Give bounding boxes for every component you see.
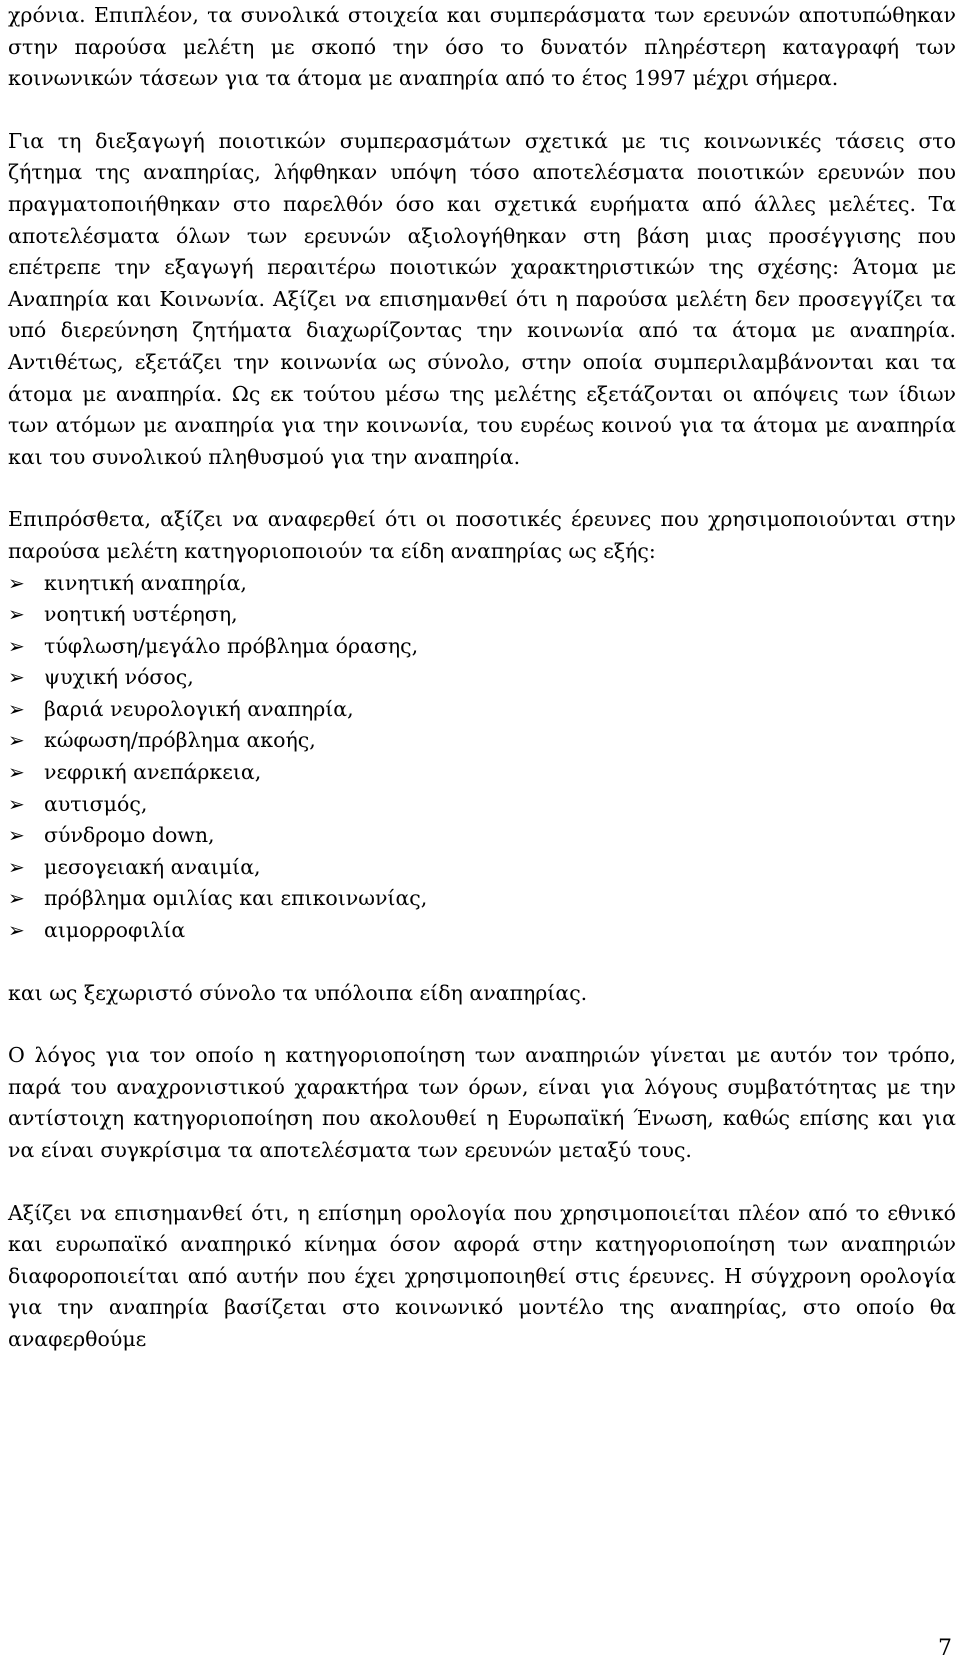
disability-list-item (8, 568, 956, 600)
disability-list-item (8, 915, 956, 947)
paragraph-disability-categories-intro: Επιπρόσθετα, αξίζει να αναφερθεί ότι οι ποσοτικές έρευνες που χρησιμοποιούνται στην παρούσα μελέτη κατηγοριοποιούν τα είδη αναπηρίας ως εξής: (8, 507, 956, 563)
disability-list-item-label: αυτισμός, (44, 791, 148, 816)
disability-list-item (8, 852, 956, 884)
disability-list-item (8, 662, 956, 694)
disability-list-item-label: αιμορροφιλία (44, 918, 186, 943)
arrow-bullet-icon: ➢ (8, 791, 25, 816)
document-page (8, 0, 956, 1356)
arrow-bullet-icon: ➢ (8, 602, 25, 627)
disability-list-item-label: βαριά νευρολογική αναπηρία, (44, 696, 354, 721)
arrow-bullet-icon: ➢ (8, 570, 25, 595)
arrow-bullet-icon: ➢ (8, 665, 25, 690)
paragraph-terminology: Αξίζει να επισημανθεί ότι, η επίσημη ορολογία που χρησιμοποιείται πλέον από το εθνικό και ευρωπαϊκό αναπηρικό κίνημα όσον αφορά στην κατηγοριοποίηση των αναπηριών διαφοροποιείται από αυτήν που έχει χρησιμοποιηθεί στις έρευνες. Η σύγχρονη ορολογία για την αναπηρία βασίζεται στο κοινωνικό μοντέλο της αναπηρίας, στο οποίο θα αναφερθούμε (8, 1200, 956, 1351)
disability-list-item (8, 757, 956, 789)
disability-list-item-label: μεσογειακή αναιμία, (44, 854, 261, 879)
arrow-bullet-icon: ➢ (8, 696, 25, 721)
paragraph-gap (8, 95, 956, 126)
disability-list-item-label: σύνδρομο down, (44, 823, 215, 848)
disability-list-item-label: κινητική αναπηρία, (44, 570, 247, 595)
arrow-bullet-icon: ➢ (8, 823, 25, 848)
disability-list-item-label: νεφρική ανεπάρκεια, (44, 760, 262, 785)
paragraph-gap (8, 473, 956, 504)
disability-list-item (8, 694, 956, 726)
arrow-bullet-icon: ➢ (8, 886, 25, 911)
paragraph-gap (8, 947, 956, 978)
disability-list-item (8, 631, 956, 663)
arrow-bullet-icon: ➢ (8, 760, 25, 785)
disability-list-item-label: νοητική υστέρηση, (44, 602, 238, 627)
disability-list-item (8, 789, 956, 821)
paragraph-qualitative-conclusions: Για τη διεξαγωγή ποιοτικών συμπερασμάτων σχετικά με τις κοινωνικές τάσεις στο ζήτημα της αναπηρίας, λήφθηκαν υπόψη τόσο αποτελέσματα ποιοτικών ερευνών που πραγματοποιήθηκαν στο παρελθόν όσο και σχετικά ευρήματα από άλλες μελέτες. Τα αποτελέσματα όλων των ερευνών αξιολογήθηκαν στη βάση μιας προσέγγισης που επέτρεπε την εξαγωγή περαιτέρω ποιοτικών χαρακτηριστικών της σχέσης: Άτομα με Αναπηρία και Κοινωνία. Αξίζει να επισημανθεί ότι η παρούσα μελέτη δεν προσεγγίζει τα υπό διερεύνηση ζητήματα διαχωρίζοντας την κοινωνία από τα άτομα με αναπηρία. Αντιθέτως, εξετάζει την κοινωνία ως σύνολο, στην οποία συμπεριλαμβάνονται και τα άτομα με αναπηρία. Ως εκ τούτου μέσω της μελέτης εξετάζονται οι απόψεις των ίδιων των ατόμων με αναπηρία για την κοινωνία, του ευρέως κοινού για τα άτομα με αναπηρία και του συνολικού πληθυσμού για την αναπηρία. (8, 128, 956, 469)
disability-list-item-label: ψυχική νόσος, (44, 665, 194, 690)
disability-list-item-label: πρόβλημα ομιλίας και επικοινωνίας, (44, 886, 428, 911)
disability-list-item (8, 725, 956, 757)
disability-list-item (8, 820, 956, 852)
arrow-bullet-icon: ➢ (8, 633, 25, 658)
disability-list-item (8, 883, 956, 915)
disability-list-item-label: τύφλωση/μεγάλο πρόβλημα όρασης, (44, 633, 419, 658)
arrow-bullet-icon: ➢ (8, 728, 25, 753)
arrow-bullet-icon: ➢ (8, 854, 25, 879)
disability-category-list (8, 568, 956, 947)
disability-list-item-label: κώφωση/πρόβλημα ακοής, (44, 728, 316, 753)
arrow-bullet-icon: ➢ (8, 918, 25, 943)
paragraph-gap (8, 1167, 956, 1198)
page-number: 7 (938, 1636, 952, 1661)
paragraph-intro-continuation: χρόνια. Επιπλέον, τα συνολικά στοιχεία και συμπεράσματα των ερευνών αποτυπώθηκαν στην παρούσα μελέτη με σκοπό την όσο το δυνατόν πληρέστερη καταγραφή των κοινωνικών τάσεων για τα άτομα με αναπηρία από το έτος 1997 μέχρι σήμερα. (8, 3, 956, 91)
paragraph-categorization-reason: Ο λόγος για τον οποίο η κατηγοριοποίηση των αναπηριών γίνεται με αυτόν τον τρόπο, παρά του αναχρονιστικού χαρακτήρα των όρων, είναι για λόγους συμβατότητας με την αντίστοιχη κατηγοριοποίηση που ακολουθεί η Ευρωπαϊκή Ένωση, καθώς επίσης και για να είναι συγκρίσιμα τα αποτελέσματα των ερευνών μεταξύ τους. (8, 1043, 956, 1162)
disability-list-item (8, 599, 956, 631)
paragraph-gap (8, 1009, 956, 1040)
paragraph-other-disabilities: και ως ξεχωριστό σύνολο τα υπόλοιπα είδη αναπηρίας. (8, 980, 588, 1005)
